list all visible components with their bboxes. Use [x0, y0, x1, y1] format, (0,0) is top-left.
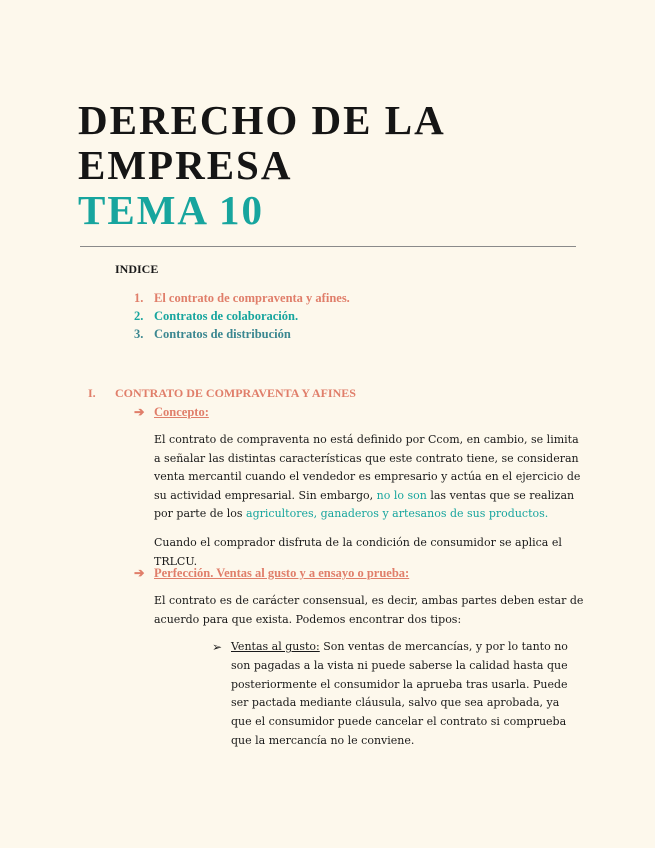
text-run: El contrato de compraventa no está definido por Ccom, en cambio, se limita a señalar las distintas características que este contrato tiene, se consideran venta mercantil cuando el vendedor es empresario y actúa en el ejercicio de su actividad empresarial. Sin embargo,	[154, 433, 581, 502]
bullet-term: Ventas al gusto:	[231, 640, 320, 653]
title-line-1: DERECHO DE LA	[78, 97, 446, 143]
document-title	[78, 98, 446, 233]
toc-item[interactable]	[134, 307, 350, 325]
subheading-label: Concepto:	[154, 405, 209, 419]
subheading-perfeccion	[134, 565, 409, 581]
section-title: CONTRATO DE COMPRAVENTA Y AFINES	[115, 386, 356, 400]
text-run: las ventas que se realizan por parte de los	[154, 488, 575, 521]
arrow-right-icon: ➔	[134, 566, 145, 580]
section-heading	[88, 386, 356, 401]
highlight-no-lo-son: no lo son	[376, 488, 427, 502]
arrowhead-bullet-icon: ➢	[212, 640, 223, 654]
table-of-contents	[134, 289, 350, 343]
toc-item-label: Contratos de distribución	[154, 327, 291, 341]
toc-item[interactable]	[134, 289, 350, 307]
toc-item[interactable]	[134, 325, 350, 343]
toc-item-number: 2.	[134, 309, 144, 323]
consumidor-paragraph: Cuando el comprador disfruta de la condición de consumidor se aplica el TRLCU.	[154, 536, 562, 568]
toc-item-label: El contrato de compraventa y afines.	[154, 291, 350, 305]
concepto-paragraph	[154, 431, 584, 524]
title-line-2: EMPRESA	[78, 142, 293, 188]
section-number: I.	[88, 386, 96, 400]
bullet-paragraph	[231, 638, 581, 751]
toc-item-number: 3.	[134, 327, 144, 341]
subheading-label: Perfección. Ventas al gusto y a ensayo o prueba:	[154, 566, 410, 580]
title-divider	[80, 246, 576, 247]
toc-item-label: Contratos de colaboración.	[154, 309, 299, 323]
subheading-concepto	[134, 404, 209, 420]
toc-item-number: 1.	[134, 291, 144, 305]
perfeccion-paragraph: El contrato es de carácter consensual, es decir, ambas partes deben estar de acuerdo para que exista. Podemos encontrar dos tipos:	[154, 594, 584, 626]
indice-heading: INDICE	[115, 262, 159, 276]
highlight-agricultores: agricultores, ganaderos y artesanos de sus productos.	[246, 507, 549, 521]
bullet-text: Son ventas de mercancías, y por lo tanto no son pagadas a la vista ni puede saberse la calidad hasta que posteriormente el consumidor la aprueba tras usarla. Puede ser pactada mediante cláusula, salvo que sea aprobada, ya que el consumidor puede cancelar el contrato si comprueba que la mercancía no le conviene.	[231, 640, 568, 747]
arrow-right-icon: ➔	[134, 405, 145, 419]
tema-heading: TEMA 10	[78, 187, 264, 233]
